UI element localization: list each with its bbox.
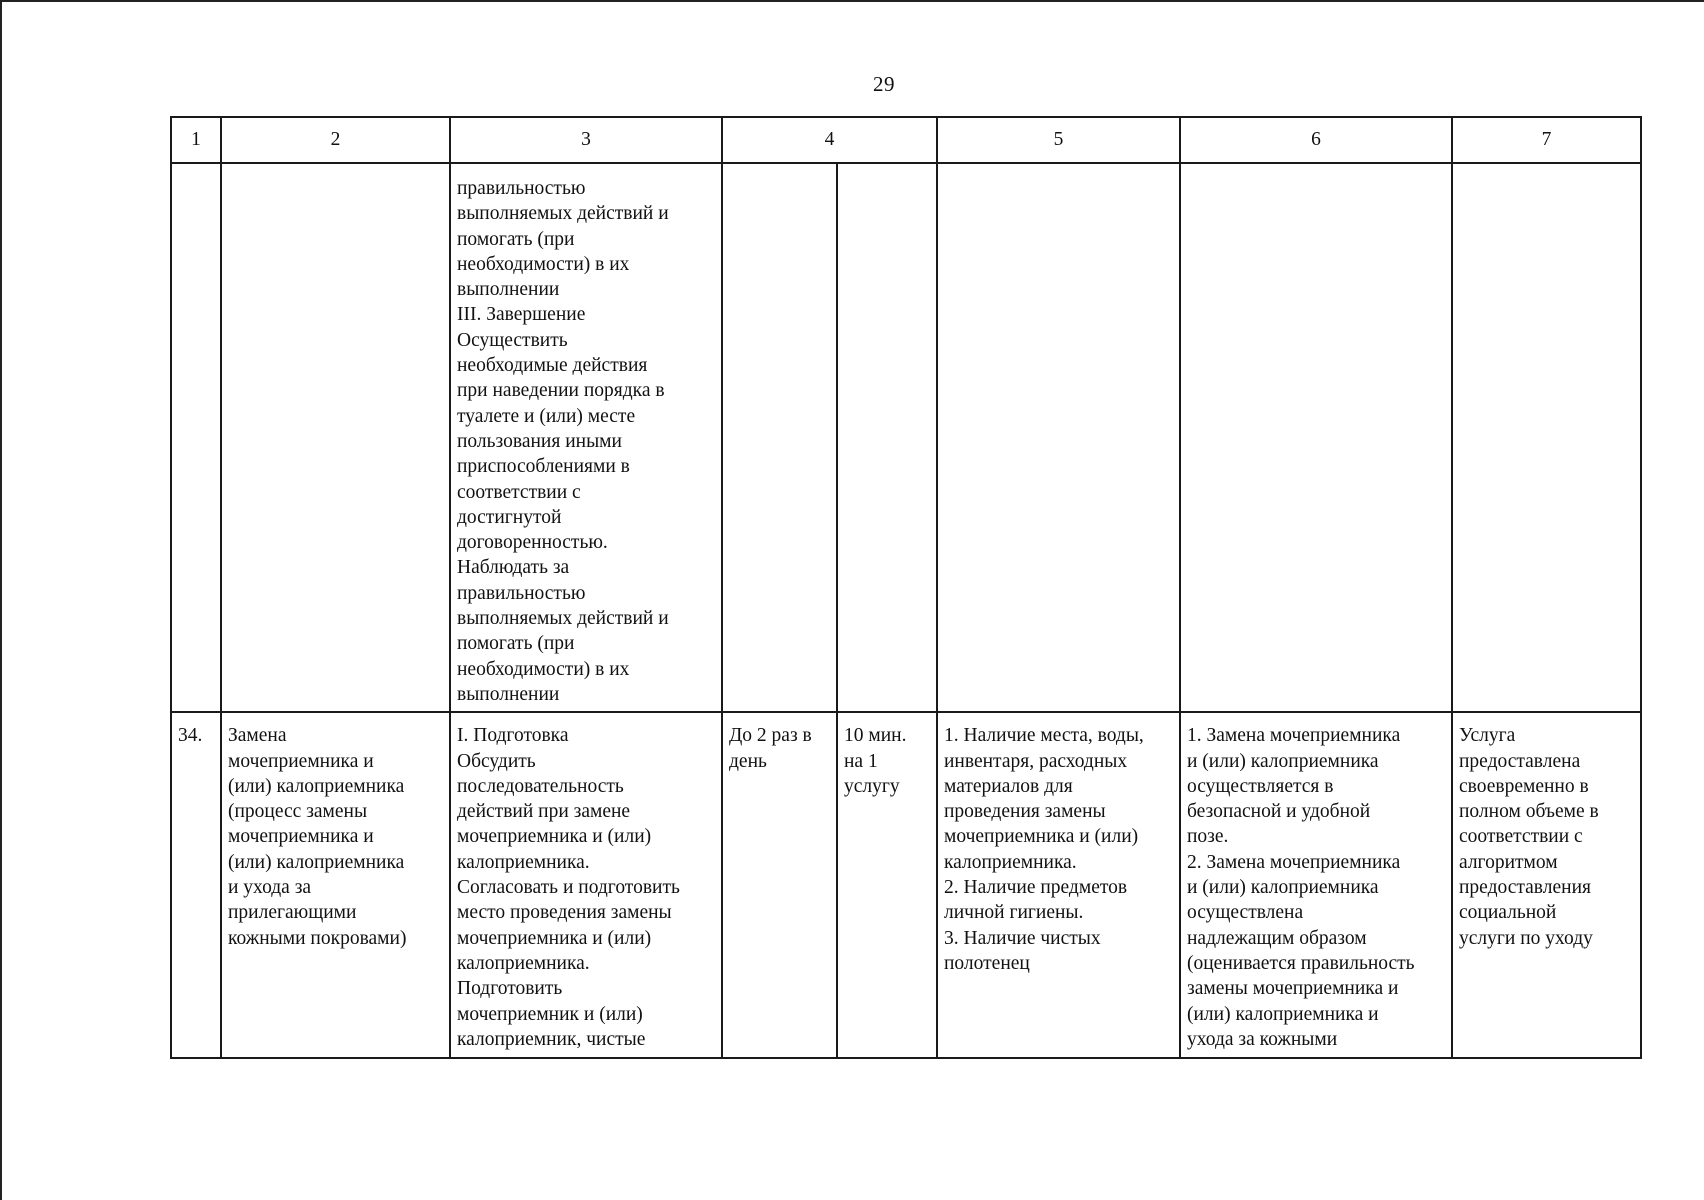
cont-desc-line: помогать (при: [457, 228, 575, 250]
item-desc-line: мочеприемника и (или): [457, 927, 652, 949]
item-result-line: предоставлена: [1459, 750, 1581, 772]
item-quality-line: позе.: [1187, 826, 1229, 848]
cont-desc-line: необходимости) в их: [457, 658, 630, 680]
cont-cell-result: [1452, 163, 1641, 712]
item-name-line: мочеприемника и: [228, 750, 374, 772]
item-name-line: (или) калоприемника: [228, 775, 405, 797]
cont-desc-line: правильностью: [457, 178, 586, 199]
cont-desc-line: необходимые действия: [457, 355, 648, 377]
item-quality-line: осуществлена: [1187, 902, 1304, 924]
cont-cell-description: [450, 163, 722, 712]
item-name-line: кожными покровами): [228, 927, 407, 949]
item-name-line: (или) калоприемника: [228, 851, 405, 873]
item-duration-line: услугу: [844, 775, 900, 797]
item-frequency-cell: [722, 712, 837, 1058]
item-name-line: прилегающими: [228, 902, 357, 924]
header-row: [171, 117, 1641, 163]
item-desc-line: место проведения замены: [457, 902, 672, 924]
header-col-1: 1: [171, 117, 221, 163]
item-conditions-line: 3. Наличие чистых: [944, 927, 1101, 949]
item-duration-cell: [837, 712, 937, 1058]
item-duration-line: 10 мин.: [844, 725, 907, 747]
item-desc-line: Обсудить: [457, 750, 536, 772]
cont-desc-line: достигнутой: [457, 506, 562, 528]
item-desc-line: калоприемника.: [457, 952, 590, 974]
cont-desc-line: приспособлениями в: [457, 456, 630, 478]
cont-cell-frequency: [722, 163, 837, 712]
item-conditions-line: 1. Наличие места, воды,: [944, 725, 1144, 747]
item-conditions-line: калоприемника.: [944, 851, 1077, 873]
header-col-3: 3: [450, 117, 722, 163]
item-desc-line: Подготовить: [457, 978, 563, 1000]
item-desc-line: I. Подготовка: [457, 725, 569, 747]
cont-desc-line: при наведении порядка в: [457, 380, 665, 402]
item-quality-line: (оценивается правильность: [1187, 952, 1415, 974]
item-duration-line: на 1: [844, 750, 878, 772]
item-desc-line: Согласовать и подготовить: [457, 877, 680, 899]
item-quality-cell: [1180, 712, 1452, 1058]
item-quality-line: 2. Замена мочеприемника: [1187, 851, 1401, 873]
item-quality-line: безопасной и удобной: [1187, 801, 1371, 823]
cont-desc-line: выполнении: [457, 683, 560, 705]
item-quality-line: (или) калоприемника и: [1187, 1003, 1379, 1025]
item-conditions-line: мочеприемника и (или): [944, 826, 1139, 848]
cont-desc-line: выполняемых действий и: [457, 608, 669, 630]
item-name-line: Замена: [228, 725, 287, 747]
item-conditions-line: личной гигиены.: [944, 902, 1084, 924]
table-row-34: [171, 712, 1641, 1058]
cont-desc-line: помогать (при: [457, 633, 575, 655]
item-result-line: соответствии с: [1459, 826, 1583, 848]
cont-cell-number: [171, 163, 221, 712]
item-name-cell: [221, 712, 450, 1058]
header-col-5: 5: [937, 117, 1180, 163]
item-result-line: полном объеме в: [1459, 801, 1599, 823]
cont-cell-duration: [837, 163, 937, 712]
item-name-line: мочеприемника и: [228, 826, 374, 848]
page-number: 29: [873, 72, 895, 96]
item-result-line: алгоритмом: [1459, 851, 1558, 873]
item-result-line: социальной: [1459, 902, 1557, 924]
item-conditions-cell: [937, 712, 1180, 1058]
item-frequency-line: день: [729, 750, 767, 772]
continuation-row: [171, 163, 1641, 712]
cont-desc-line: III. Завершение: [457, 304, 586, 326]
cont-desc-line: необходимости) в их: [457, 253, 630, 275]
cont-cell-name: [221, 163, 450, 712]
header-col-4: 4: [722, 117, 937, 163]
scan-edge-left: [0, 0, 2, 1200]
item-name-line: и ухода за: [228, 877, 312, 899]
item-quality-line: 1. Замена мочеприемника: [1187, 725, 1401, 747]
item-desc-line: калоприемник, чистые: [457, 1028, 646, 1050]
item-desc-line: калоприемника.: [457, 851, 590, 873]
cont-cell-quality: [1180, 163, 1452, 712]
cont-desc-line: пользования иными: [457, 430, 622, 452]
item-quality-line: осуществляется в: [1187, 775, 1334, 797]
item-desc-line: последовательность: [457, 775, 624, 797]
item-conditions-line: 2. Наличие предметов: [944, 877, 1128, 899]
cont-desc-line: Наблюдать за: [457, 557, 570, 579]
item-result-line: своевременно в: [1459, 775, 1589, 797]
item-desc-line: мочеприемник и (или): [457, 1003, 643, 1025]
item-frequency-line: До 2 раз в: [729, 725, 812, 747]
cont-desc-line: выполнении: [457, 279, 560, 301]
cont-cell-conditions: [937, 163, 1180, 712]
item-quality-line: и (или) калоприемника: [1187, 750, 1379, 772]
standards-table: [170, 116, 1642, 1059]
item-number-text: 34.: [178, 725, 203, 747]
item-conditions-line: проведения замены: [944, 801, 1106, 823]
item-quality-line: надлежащим образом: [1187, 927, 1367, 949]
cont-desc-line: правильностью: [457, 582, 586, 604]
item-quality-line: замены мочеприемника и: [1187, 978, 1399, 1000]
header-col-2: 2: [221, 117, 450, 163]
item-result-line: предоставления: [1459, 877, 1591, 899]
item-number: [171, 712, 221, 1058]
item-conditions-line: полотенец: [944, 952, 1030, 974]
cont-desc-line: соответствии с: [457, 481, 581, 503]
item-quality-line: ухода за кожными: [1187, 1028, 1338, 1050]
item-conditions-line: материалов для: [944, 775, 1073, 797]
item-result-cell: [1452, 712, 1641, 1058]
header-col-7: 7: [1452, 117, 1641, 163]
item-result-line: Услуга: [1459, 725, 1516, 747]
cont-desc-line: туалете и (или) месте: [457, 405, 636, 427]
cont-desc-line: Осуществить: [457, 329, 568, 351]
item-conditions-line: инвентаря, расходных: [944, 750, 1128, 772]
header-col-6: 6: [1180, 117, 1452, 163]
item-quality-line: и (или) калоприемника: [1187, 877, 1379, 899]
item-desc-line: мочеприемника и (или): [457, 826, 652, 848]
cont-desc-line: договоренностью.: [457, 532, 608, 554]
item-name-line: (процесс замены: [228, 801, 368, 823]
cont-desc-line: выполняемых действий и: [457, 203, 669, 225]
scan-edge-top: [0, 0, 1704, 2]
item-result-line: услуги по уходу: [1459, 927, 1593, 949]
item-description-cell: [450, 712, 722, 1058]
item-desc-line: действий при замене: [457, 801, 631, 823]
